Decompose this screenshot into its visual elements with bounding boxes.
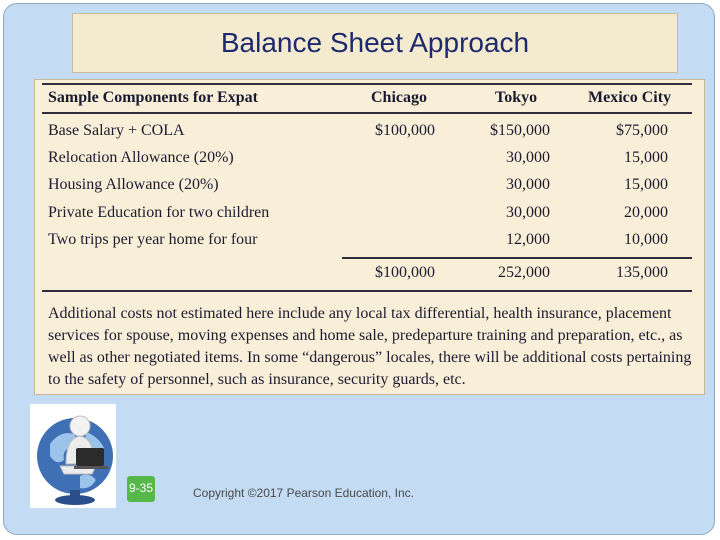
cell-mexico-city: $75,000 bbox=[616, 122, 668, 139]
cell-mexico-city: 15,000 bbox=[624, 149, 668, 166]
cell-tokyo: 30,000 bbox=[506, 176, 550, 193]
cell-tokyo: $150,000 bbox=[490, 122, 550, 139]
cell-tokyo: 30,000 bbox=[506, 149, 550, 166]
total-tokyo: 252,000 bbox=[498, 264, 550, 281]
row-label: Housing Allowance (20%) bbox=[48, 176, 219, 193]
header-tokyo: Tokyo bbox=[495, 89, 538, 106]
page-number-badge: 9-35 bbox=[127, 476, 155, 502]
row-label: Private Education for two children bbox=[48, 204, 270, 221]
slide-title: Balance Sheet Approach bbox=[220, 27, 530, 58]
title-box bbox=[72, 13, 678, 73]
header-rule bbox=[42, 112, 692, 114]
header-components: Sample Components for Expat bbox=[48, 89, 258, 106]
header-mexico-city: Mexico City bbox=[588, 89, 672, 106]
row-label: Relocation Allowance (20%) bbox=[48, 149, 234, 166]
row-label: Base Salary + COLA bbox=[48, 122, 185, 139]
cell-mexico-city: 15,000 bbox=[624, 176, 668, 193]
cell-chicago: $100,000 bbox=[375, 122, 435, 139]
cell-tokyo: 12,000 bbox=[506, 231, 550, 248]
table-note: Additional costs not estimated here include any local tax differential, health insurance, placement services for spouse, moving expenses and home sale, predeparture training and preparation, etc., as well as other negotiated items. In some “dangerous” locales, there will be additional costs pertaining to the safety of personnel, such as insurance, security guards, etc. bbox=[48, 305, 692, 388]
copyright-text: Copyright ©2017 Pearson Education, Inc. bbox=[193, 486, 414, 500]
cell-mexico-city: 10,000 bbox=[624, 231, 668, 248]
header-chicago: Chicago bbox=[371, 89, 427, 106]
table-top-rule bbox=[42, 83, 692, 85]
cell-tokyo: 30,000 bbox=[506, 204, 550, 221]
totals-rule bbox=[342, 257, 692, 259]
cell-mexico-city: 20,000 bbox=[624, 204, 668, 221]
row-label: Two trips per year home for four bbox=[48, 231, 258, 248]
total-mexico-city: 135,000 bbox=[616, 264, 668, 281]
person-on-globe-with-laptop-icon bbox=[30, 404, 116, 508]
table-bottom-rule bbox=[42, 290, 692, 292]
total-chicago: $100,000 bbox=[375, 264, 435, 281]
